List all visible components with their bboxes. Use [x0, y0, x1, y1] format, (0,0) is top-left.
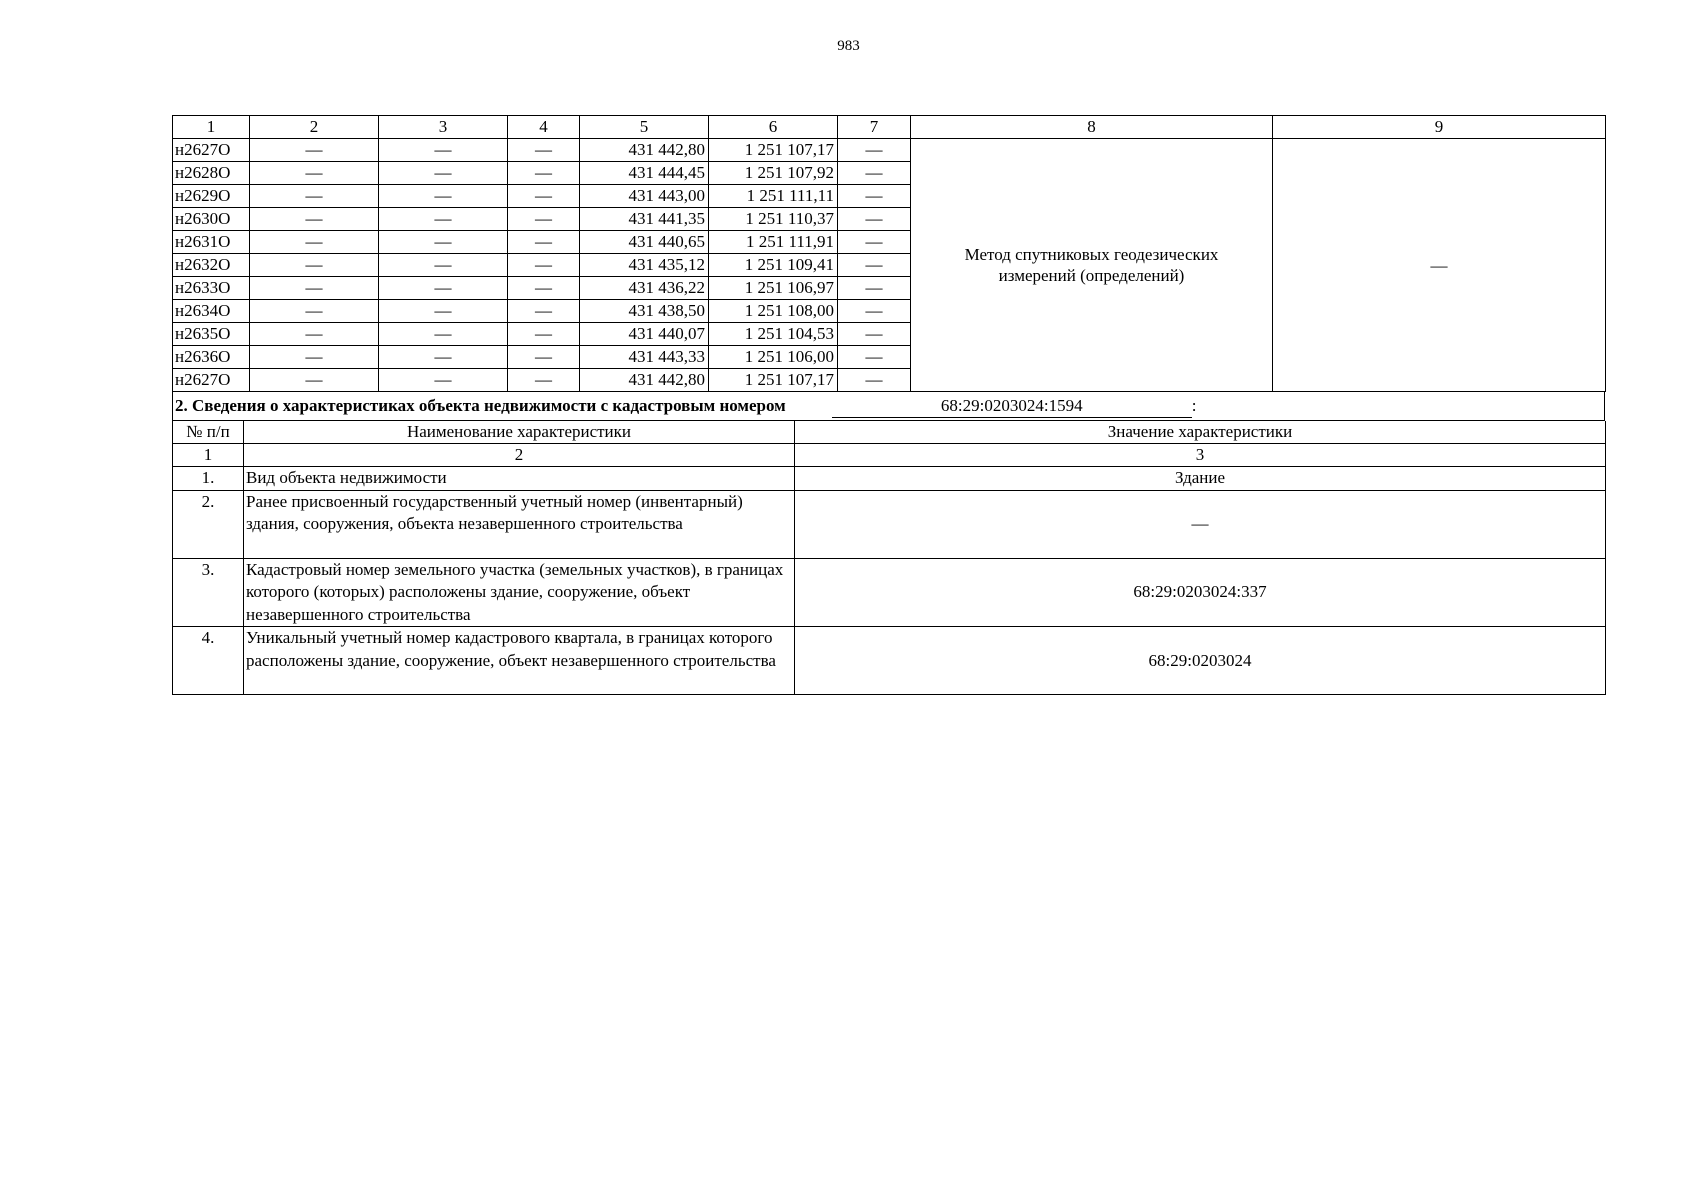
cell: — [379, 300, 508, 323]
coord-y: 1 251 106,00 [709, 346, 838, 369]
coord-y: 1 251 109,41 [709, 254, 838, 277]
coordinates-table [172, 115, 1606, 392]
point-id: н2634О [173, 300, 250, 323]
coord-y: 1 251 110,37 [709, 208, 838, 231]
point-id: н2633О [173, 277, 250, 300]
cell: — [379, 254, 508, 277]
coord-x: 431 440,07 [580, 323, 709, 346]
cell: — [379, 323, 508, 346]
header-cell: 3 [379, 116, 508, 139]
coord-y: 1 251 107,92 [709, 162, 838, 185]
characteristic-value: 68:29:0203024 [795, 627, 1606, 695]
coord-x: 431 435,12 [580, 254, 709, 277]
cell: — [508, 231, 580, 254]
cell: — [508, 254, 580, 277]
characteristic-value: — [795, 490, 1606, 558]
point-id: н2627О [173, 369, 250, 392]
coord-x: 431 444,45 [580, 162, 709, 185]
col9-cell: — [1273, 139, 1606, 392]
cell: — [250, 162, 379, 185]
characteristics-table [172, 421, 1606, 695]
point-id: н2630О [173, 208, 250, 231]
cell: — [379, 231, 508, 254]
cell: — [508, 139, 580, 162]
cell: — [508, 277, 580, 300]
section-title-cell [173, 392, 1605, 421]
coord-x: 431 443,00 [580, 185, 709, 208]
cell: — [250, 277, 379, 300]
cell: — [838, 254, 911, 277]
cell: — [250, 369, 379, 392]
section-title: 2. Сведения о характеристиках объекта недвижимости с кадастровым номером [175, 395, 786, 415]
cell: — [838, 277, 911, 300]
point-id: н2631О [173, 231, 250, 254]
cell: — [508, 208, 580, 231]
cell: — [250, 346, 379, 369]
coord-y: 1 251 107,17 [709, 369, 838, 392]
characteristic-name: Кадастровый номер земельного участка (земельных участков), в границах которого (которых) расположены здание, сооружение, объект незавершенного строительства [244, 558, 795, 627]
table-row [173, 627, 1606, 695]
coord-x: 431 443,33 [580, 346, 709, 369]
cell: — [838, 185, 911, 208]
header-cell: 6 [709, 116, 838, 139]
colon: : [1191, 395, 1197, 415]
point-id: н2628О [173, 162, 250, 185]
document-body [172, 115, 1605, 695]
index-cell: 2 [244, 444, 795, 467]
row-number: 2. [173, 490, 244, 558]
page-number: 983 [837, 38, 860, 54]
cell: — [508, 162, 580, 185]
index-cell: 3 [795, 444, 1606, 467]
cell: — [838, 208, 911, 231]
cell: — [379, 208, 508, 231]
coords-header-row [173, 116, 1606, 139]
header-cell: 7 [838, 116, 911, 139]
index-cell: 1 [173, 444, 244, 467]
coord-y: 1 251 108,00 [709, 300, 838, 323]
cell: — [838, 346, 911, 369]
table-row [173, 467, 1606, 491]
characteristic-name: Вид объекта недвижимости [244, 467, 795, 491]
table-row [173, 139, 1606, 162]
row-number: 4. [173, 627, 244, 695]
header-cell: 4 [508, 116, 580, 139]
coord-y: 1 251 111,11 [709, 185, 838, 208]
section-2-header [172, 392, 1605, 421]
cell: — [838, 162, 911, 185]
header-name: Наименование характеристики [244, 421, 795, 444]
method-line: Метод спутниковых геодезических [964, 245, 1219, 264]
method-cell [911, 139, 1273, 392]
coord-x: 431 440,65 [580, 231, 709, 254]
point-id: н2635О [173, 323, 250, 346]
characteristic-value: Здание [795, 467, 1606, 491]
coord-x: 431 442,80 [580, 139, 709, 162]
cell: — [379, 139, 508, 162]
cell: — [250, 231, 379, 254]
chars-header-row [173, 421, 1606, 444]
cell: — [838, 369, 911, 392]
header-cell: 1 [173, 116, 250, 139]
header-cell: 5 [580, 116, 709, 139]
cadastral-number: 68:29:0203024:1594 [832, 395, 1192, 418]
cell: — [250, 139, 379, 162]
characteristic-name: Ранее присвоенный государственный учетный номер (инвентарный) здания, сооружения, объекта незавершенного строительства [244, 490, 795, 558]
cell: — [250, 323, 379, 346]
cell: — [250, 185, 379, 208]
point-id: н2629О [173, 185, 250, 208]
cell: — [379, 369, 508, 392]
coord-x: 431 438,50 [580, 300, 709, 323]
header-cell: 2 [250, 116, 379, 139]
coord-x: 431 441,35 [580, 208, 709, 231]
header-cell: 9 [1273, 116, 1606, 139]
coord-y: 1 251 106,97 [709, 277, 838, 300]
characteristic-name: Уникальный учетный номер кадастрового квартала, в границах которого расположены здание, сооружение, объект незавершенного строительства [244, 627, 795, 695]
header-num: № п/п [173, 421, 244, 444]
row-number: 3. [173, 558, 244, 627]
header-cell: 8 [911, 116, 1273, 139]
point-id: н2632О [173, 254, 250, 277]
cell: — [508, 346, 580, 369]
coord-y: 1 251 111,91 [709, 231, 838, 254]
point-id: н2636О [173, 346, 250, 369]
coord-x: 431 436,22 [580, 277, 709, 300]
table-row [173, 558, 1606, 627]
chars-index-row [173, 444, 1606, 467]
cell: — [838, 231, 911, 254]
cell: — [508, 300, 580, 323]
coord-y: 1 251 107,17 [709, 139, 838, 162]
coord-y: 1 251 104,53 [709, 323, 838, 346]
cell: — [379, 162, 508, 185]
point-id: н2627О [173, 139, 250, 162]
cell: — [379, 185, 508, 208]
cell: — [379, 277, 508, 300]
cell: — [250, 300, 379, 323]
cell: — [508, 185, 580, 208]
section-title-row [173, 392, 1605, 421]
header-value: Значение характеристики [795, 421, 1606, 444]
cell: — [508, 323, 580, 346]
method-line: измерений (определений) [998, 266, 1185, 285]
cell: — [250, 254, 379, 277]
cell: — [379, 346, 508, 369]
table-row [173, 490, 1606, 558]
cell: — [838, 300, 911, 323]
characteristic-value: 68:29:0203024:337 [795, 558, 1606, 627]
cell: — [838, 323, 911, 346]
row-number: 1. [173, 467, 244, 491]
cell: — [838, 139, 911, 162]
cell: — [250, 208, 379, 231]
cell: — [508, 369, 580, 392]
coord-x: 431 442,80 [580, 369, 709, 392]
